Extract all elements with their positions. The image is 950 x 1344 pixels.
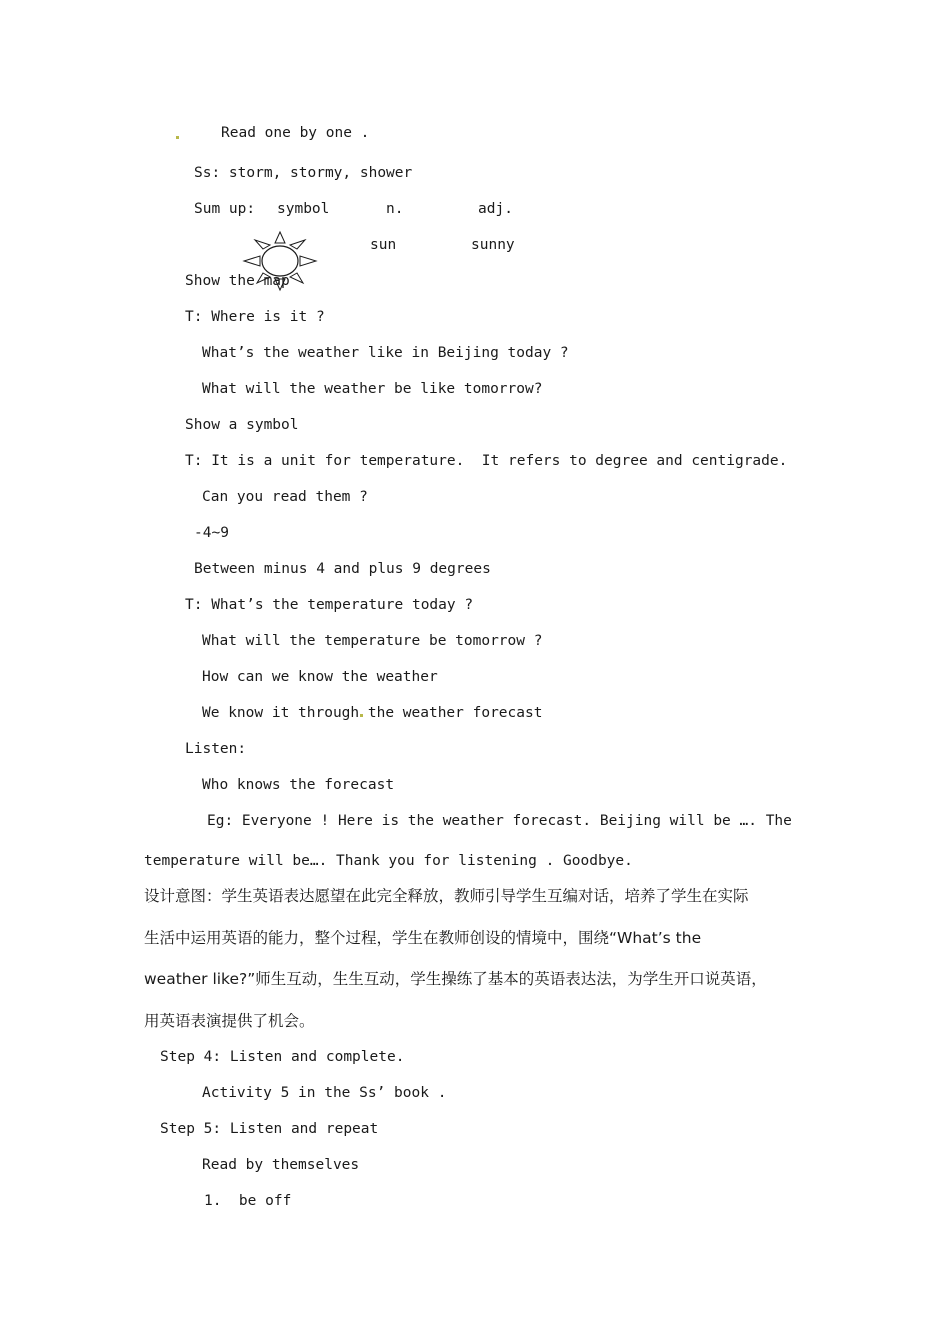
list-item-1: 1. be off bbox=[204, 1193, 292, 1209]
line-who-knows: Who knows the forecast bbox=[202, 777, 395, 793]
line-between: Between minus 4 and plus 9 degrees bbox=[194, 561, 491, 577]
line-weather-beijing: What’s the weather like in Beijing today ? bbox=[202, 345, 569, 361]
line-eg-1: Eg: Everyone ! Here is the weather forecast. Beijing will be …. The bbox=[207, 813, 792, 829]
word-sun: sun bbox=[370, 237, 397, 253]
col-header-noun: n. bbox=[386, 201, 404, 217]
design-intent-line-4: 用英语表演提供了机会。 bbox=[144, 1012, 315, 1030]
line-read-themselves: Read by themselves bbox=[202, 1157, 360, 1173]
line-step4: Step 4: Listen and complete. bbox=[160, 1049, 405, 1065]
line-show-map: Show the map bbox=[185, 273, 290, 289]
line-t-unit: T: It is a unit for temperature. It refers to degree and centigrade. bbox=[185, 453, 788, 469]
line-weather-tomorrow: What will the weather be like tomorrow? bbox=[202, 381, 543, 397]
word-sunny: sunny bbox=[471, 237, 515, 253]
line-t-temp-today: T: What’s the temperature today ? bbox=[185, 597, 474, 613]
line-activity5: Activity 5 in the Ss’ book . bbox=[202, 1085, 447, 1101]
line-can-read: Can you read them ? bbox=[202, 489, 368, 505]
line-read-one: Read one by one . bbox=[221, 125, 370, 141]
line-temp-tomorrow: What will the temperature be tomorrow ? bbox=[202, 633, 543, 649]
line-ss-words: Ss: storm, stormy, shower bbox=[194, 165, 413, 181]
speck-mark bbox=[176, 136, 179, 139]
design-intent-line-2: 生活中运用英语的能力，整个过程，学生在教师创设的情境中，围绕“What’s the bbox=[144, 929, 702, 947]
line-listen: Listen: bbox=[185, 741, 247, 757]
line-how-know: How can we know the weather bbox=[202, 669, 438, 685]
line-step5: Step 5: Listen and repeat bbox=[160, 1121, 379, 1137]
design-intent-line-3: weather like?”师生互动，生生互动，学生操练了基本的英语表达法，为学生开口说英语， bbox=[144, 970, 767, 988]
col-header-symbol: symbol bbox=[277, 201, 330, 217]
line-eg-2: temperature will be…. Thank you for listening . Goodbye. bbox=[144, 853, 633, 869]
line-sum-up: Sum up: bbox=[194, 201, 256, 217]
line-t-where: T: Where is it ? bbox=[185, 309, 325, 325]
line-we-know: We know it through the weather forecast bbox=[202, 705, 543, 721]
design-intent-line-1: 设计意图：学生英语表达愿望在此完全释放，教师引导学生互编对话，培养了学生在实际 bbox=[144, 887, 749, 905]
line-range: -4~9 bbox=[194, 525, 229, 541]
col-header-adj: adj. bbox=[478, 201, 513, 217]
line-show-symbol: Show a symbol bbox=[185, 417, 299, 433]
